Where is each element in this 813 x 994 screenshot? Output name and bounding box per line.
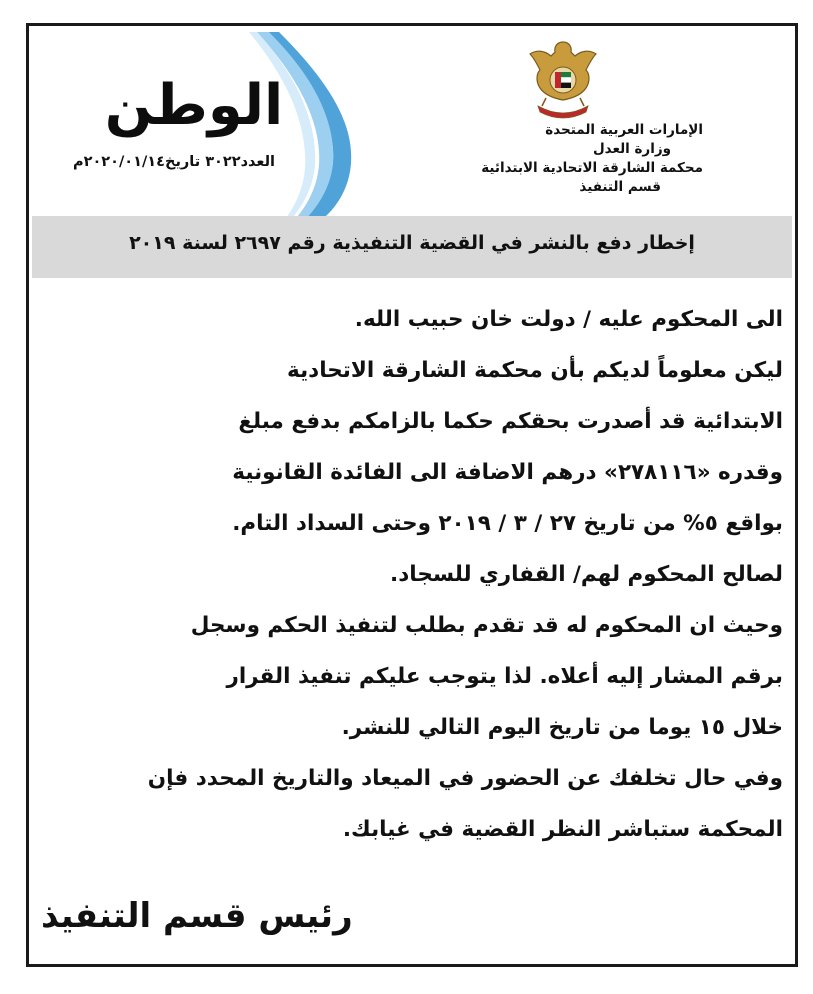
signature: رئيس قسم التنفيذ	[41, 896, 353, 936]
notice-frame	[26, 23, 798, 967]
notice-line: برقم المشار إليه أعلاه. لذا يتوجب عليكم تنفيذ القرار	[226, 664, 783, 689]
notice-line: ليكن معلوماً لديكم بأن محكمة الشارقة الاتحادية	[287, 358, 783, 383]
notice-title-bar	[32, 216, 792, 278]
notice-line: وفي حال تخلفك عن الحضور في الميعاد والتاريخ المحدد فإن	[147, 766, 783, 791]
notice-body	[51, 294, 783, 855]
authority-department: قسم التنفيذ	[579, 179, 661, 195]
authority-country: الإمارات العربية المتحدة	[545, 122, 703, 138]
issue-line: العدد٣٠٢٢ تاريخ٢٠٢٠/٠١/١٤م	[72, 154, 276, 170]
notice-line: الابتدائية قد أصدرت بحقكم حكما بالزامكم بدفع مبلغ	[238, 409, 783, 434]
issuing-authority	[403, 121, 703, 197]
notice-line: الى المحكوم عليه / دولت خان حبيب الله.	[354, 307, 783, 332]
notice-line: خلال ١٥ يوما من تاريخ اليوم التالي للنشر.	[341, 715, 783, 740]
notice-line: وحيث ان المحكوم له قد تقدم بطلب لتنفيذ الحكم وسجل	[190, 613, 783, 638]
notice-line: بواقع ٥% من تاريخ ٢٧ / ٣ / ٢٠١٩ وحتى السداد التام.	[232, 511, 783, 536]
uae-emblem-icon	[524, 36, 602, 124]
notice-line: لصالح المحكوم لهم/ القفاري للسجاد.	[390, 562, 783, 587]
notice-line: وقدره «٢٧٨١١٦» درهم الاضافة الى الفائدة القانونية	[232, 460, 783, 485]
notice-title: إخطار دفع بالنشر في القضية التنفيذية رقم ٢٦٩٧ لسنة ٢٠١٩	[129, 232, 695, 254]
authority-court: محكمة الشارقة الاتحادية الابتدائية	[481, 160, 703, 176]
newspaper-name: الوطن	[104, 73, 284, 138]
notice-line: المحكمة ستباشر النظر القضية في غيابك.	[342, 817, 783, 842]
authority-ministry: وزارة العدل	[592, 141, 671, 157]
